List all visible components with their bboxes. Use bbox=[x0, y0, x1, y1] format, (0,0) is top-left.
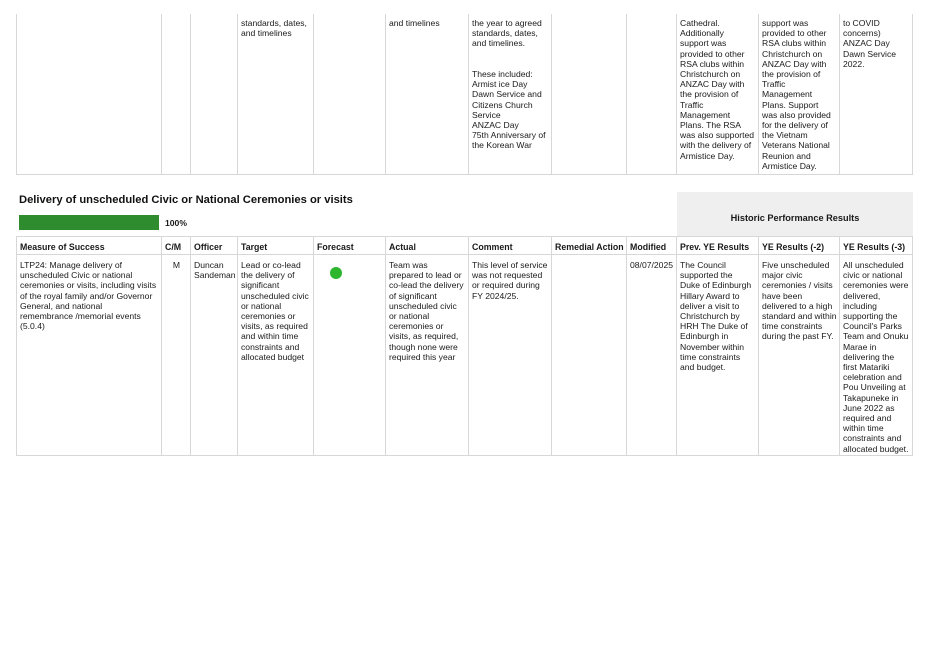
ye-results-2-cell: Five unscheduled major civic ceremonies / visits have been delivered to a high standard and within time constraints during the past FY. bbox=[762, 260, 837, 342]
header-forecast: Forecast bbox=[317, 242, 354, 252]
header-prev-ye-results: Prev. YE Results bbox=[680, 242, 750, 252]
top-actual-cell: and timelines bbox=[389, 18, 440, 28]
target-cell: Lead or co-lead the delivery of significant unscheduled civic or national ceremonies or visits, as required and within time constraints and allocated budget bbox=[241, 260, 309, 362]
header-measure: Measure of Success bbox=[20, 242, 105, 252]
grid-line bbox=[161, 14, 162, 175]
cm-cell: M bbox=[172, 260, 181, 270]
header-comment: Comment bbox=[472, 242, 513, 252]
grid-line bbox=[16, 254, 913, 255]
progress-label: 100% bbox=[165, 218, 187, 228]
header-officer: Officer bbox=[194, 242, 223, 252]
historic-performance-title: Historic Performance Results bbox=[730, 213, 860, 223]
grid-line bbox=[16, 14, 17, 175]
forecast-status-dot-icon bbox=[330, 267, 342, 279]
top-prev-ye-cell: Cathedral. Additionally support was provided to other RSA clubs within Christchurch on ANZAC Day with the provision of Traffic Management Plans. The RSA was also supported with the delivery of Armistice Day. bbox=[680, 18, 755, 161]
actual-cell: Team was prepared to lead or co-lead the delivery of significant unscheduled civic or national ceremonies or visits, as required, though none were required this year bbox=[389, 260, 464, 362]
modified-cell: 08/07/2025 bbox=[630, 260, 674, 270]
grid-line bbox=[16, 174, 913, 175]
grid-line bbox=[16, 455, 913, 456]
header-modified: Modified bbox=[630, 242, 667, 252]
header-cm: C/M bbox=[165, 242, 182, 252]
remedial-action-cell bbox=[552, 258, 627, 260]
top-ye2-cell: support was provided to other RSA clubs within Christchurch on ANZAC Day with the provision of Traffic Management Plans. Support was also provided for the delivery of the Vietnam Veterans National Reunion and Armistice Day. bbox=[762, 18, 831, 171]
header-target: Target bbox=[241, 242, 268, 252]
grid-line bbox=[190, 14, 191, 175]
comment-cell: This level of service was not requested or required during FY 2024/25. bbox=[472, 260, 548, 301]
progress-bar-fill bbox=[19, 215, 159, 230]
progress-bar bbox=[19, 215, 159, 230]
measure-cell: LTP24: Manage delivery of unscheduled Civic or national ceremonies or visits, including visits of the royal family and/or Governor General, and national remembrance /memorial events (5.0.4) bbox=[20, 260, 157, 332]
prev-ye-results-cell: The Council supported the Duke of Edinburgh Hillary Award to deliver a visit to Christchurch by HRH The Duke of Edinburgh in November within time constraints and budget. bbox=[680, 260, 752, 373]
header-remedial-action: Remedial Action bbox=[555, 242, 624, 252]
ye-results-3-cell: All unscheduled civic or national ceremonies were delivered, including supporting the Council's Parks Team and Onuku Marae in delivering the first Matariki celebration and Pou Unveiling at Takapuneke in June 2022 as required and within time constraints and allocated budget. bbox=[843, 260, 909, 454]
header-actual: Actual bbox=[389, 242, 416, 252]
grid-line bbox=[385, 14, 386, 175]
grid-line bbox=[626, 14, 627, 175]
top-ye3-cell: to COVID concerns) ANZAC Day Dawn Service 2022. bbox=[843, 18, 897, 69]
grid-line bbox=[16, 236, 913, 237]
officer-cell: Duncan Sandeman bbox=[194, 260, 236, 281]
top-target-cell: standards, dates, and timelines bbox=[241, 18, 307, 39]
top-comment-cell: the year to agreed standards, dates, and timelines. These included: Armist ice Day Dawn Service and Citizens Church Service ANZAC Day 75th Anniversary of the Korean War bbox=[472, 18, 546, 151]
header-ye-results-3: YE Results (-3) bbox=[843, 242, 906, 252]
section-title: Delivery of unscheduled Civic or National Ceremonies or visits bbox=[19, 194, 353, 206]
header-ye-results-2: YE Results (-2) bbox=[762, 242, 825, 252]
